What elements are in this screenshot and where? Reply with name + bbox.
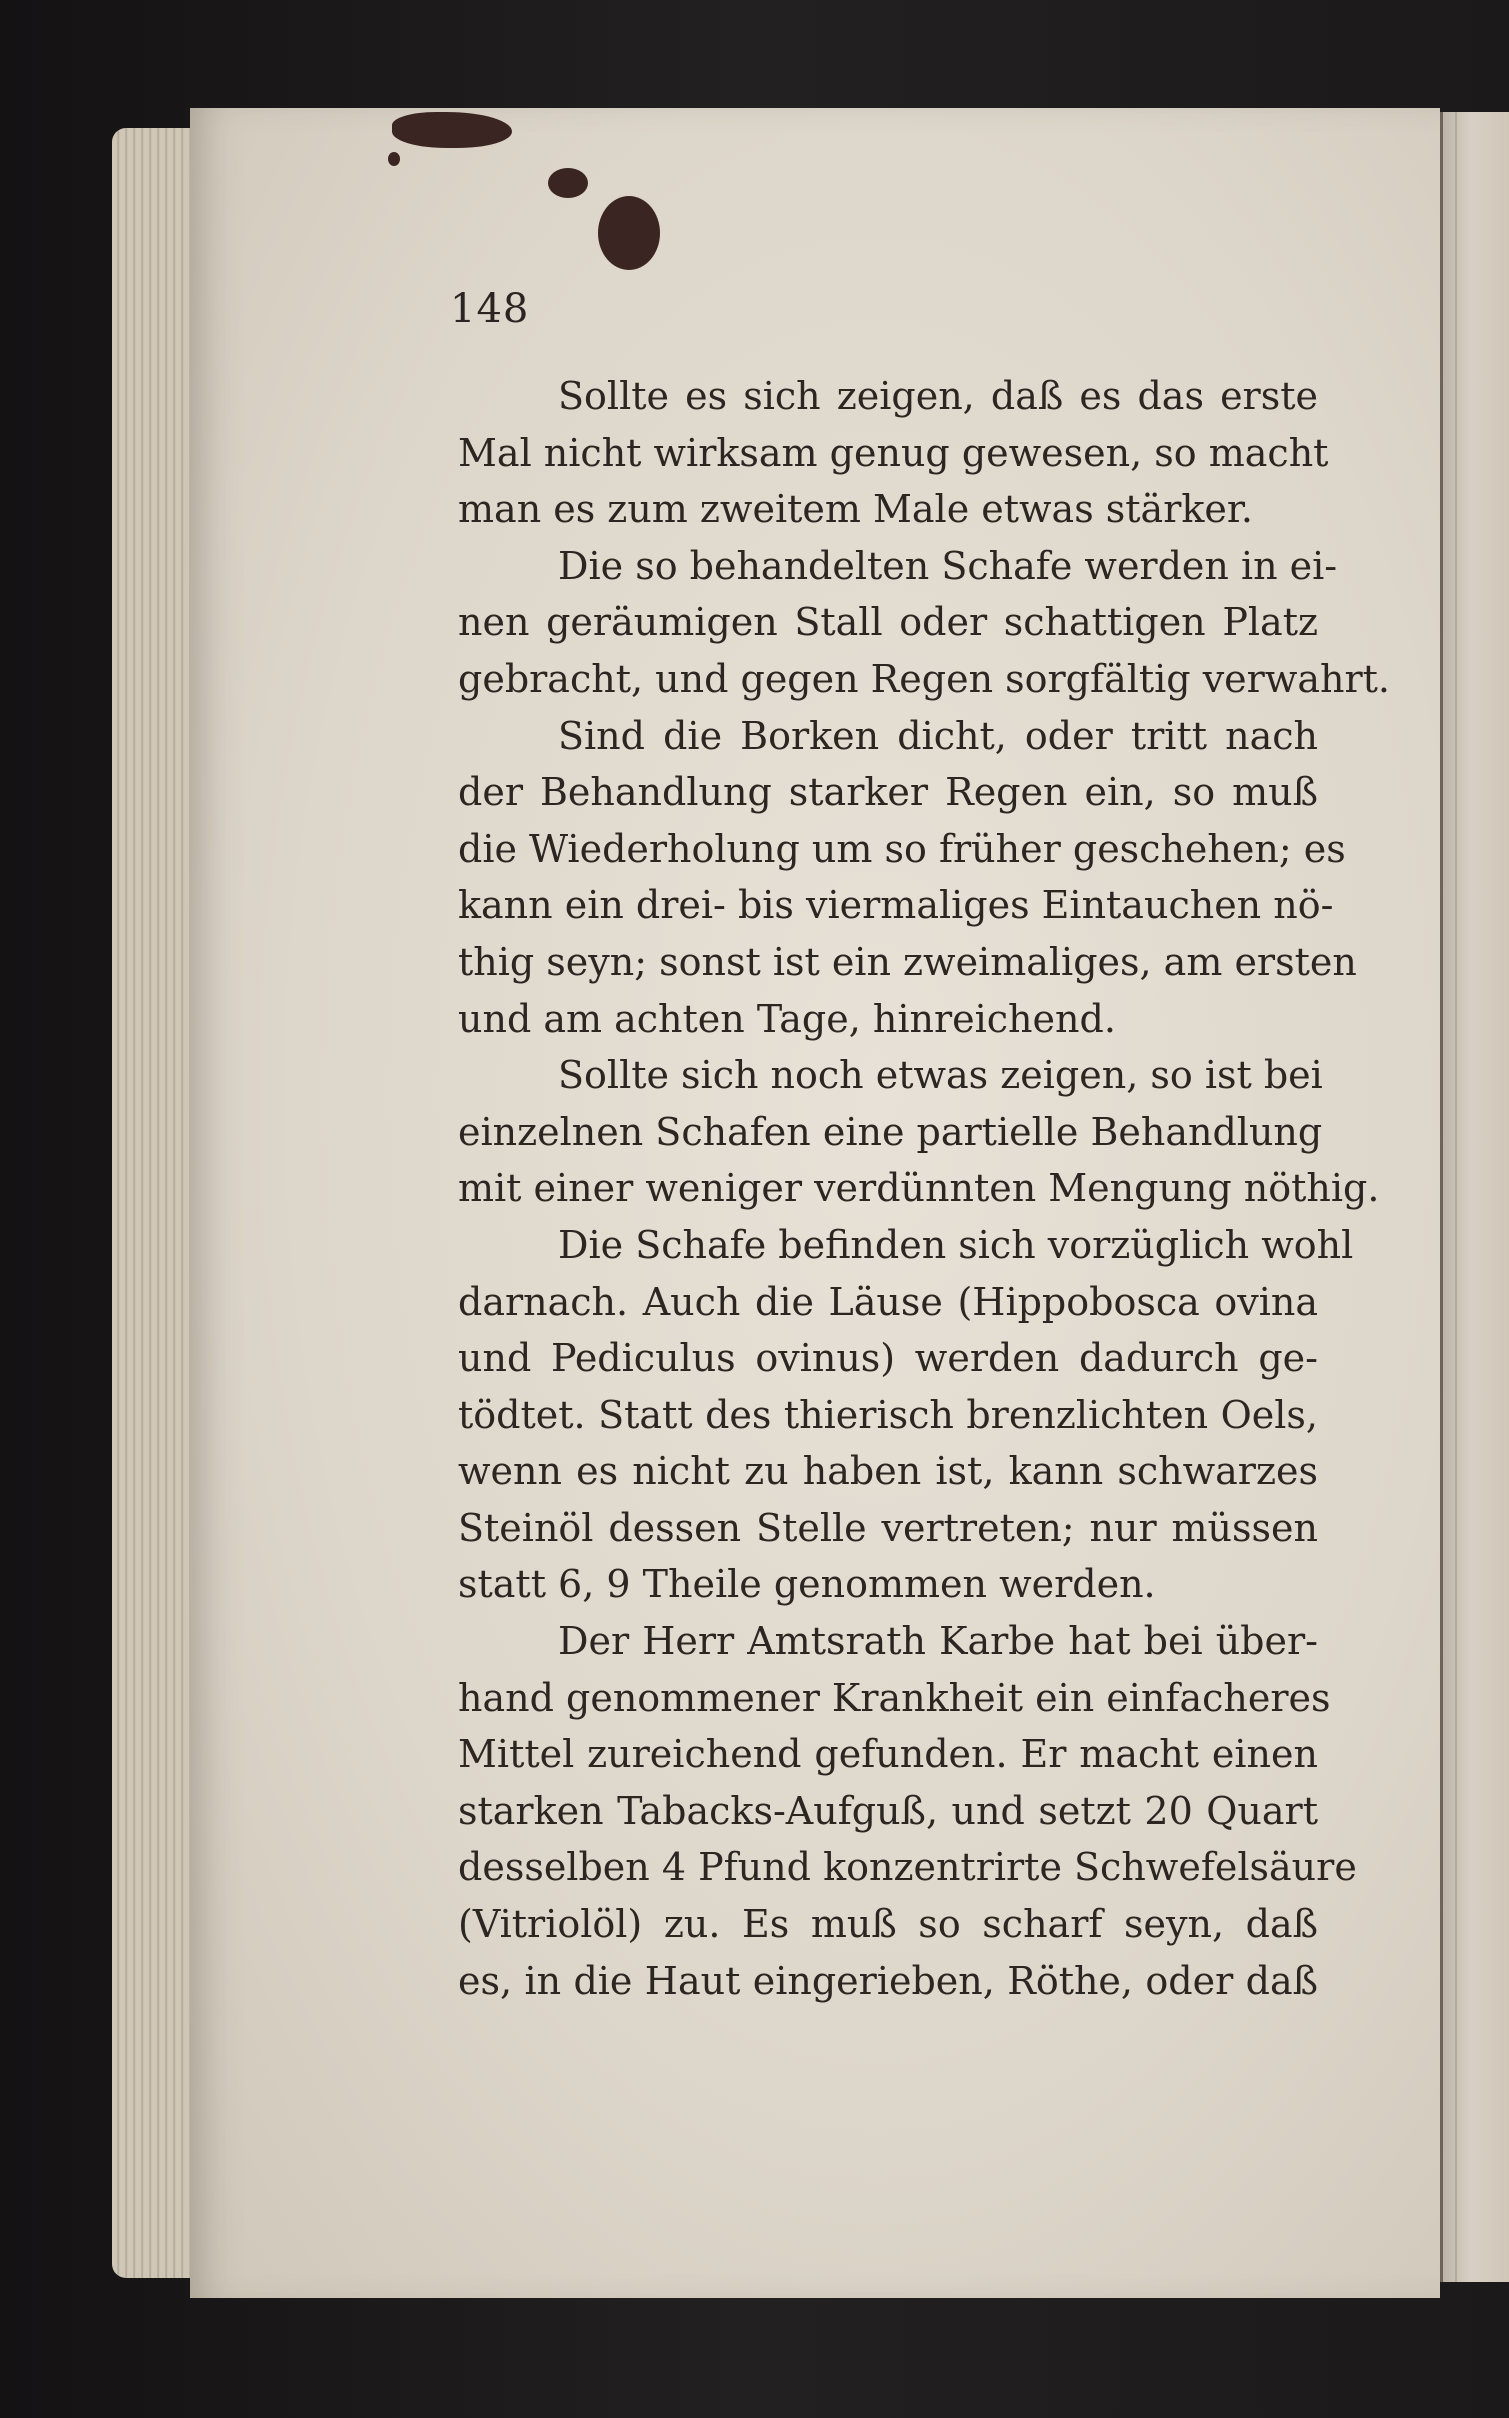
body-text (458, 368, 1391, 2009)
text-line: und Pediculus ovinus) werden dadurch ge- (458, 1336, 1318, 1381)
text-line: tödtet. Statt des thierisch brenzlichten Oels, (458, 1392, 1318, 1437)
text-line: Steinöl dessen Stelle vertreten; nur müssen (458, 1505, 1318, 1550)
text-line: (Vitriolöl) zu. Es muß so scharf seyn, daß (458, 1902, 1318, 1947)
text-line: statt 6, 9 Theile genommen werden. (458, 1562, 1156, 1607)
text-line: nen geräumigen Stall oder schattigen Platz (458, 600, 1318, 645)
text-line: Mal nicht wirksam genug gewesen, so macht (458, 430, 1329, 475)
facing-page-fold (1455, 112, 1457, 2282)
text-line: Sollte es sich zeigen, daß es das erste (558, 374, 1318, 418)
text-line: hand genommener Krankheit ein einfacheres (458, 1675, 1331, 1720)
text-line: die Wiederholung um so früher geschehen; es (458, 826, 1346, 871)
text-line: Sollte sich noch etwas zeigen, so ist bei (558, 1053, 1323, 1098)
text-line: Sind die Borken dicht, oder tritt nach (558, 713, 1318, 758)
ink-stain-3 (548, 168, 588, 198)
text-line: kann ein drei- bis viermaliges Eintauchen nö- (458, 883, 1334, 928)
text-line: der Behandlung starker Regen ein, so muß (458, 770, 1318, 815)
facing-page-edge (1440, 112, 1509, 2282)
text-line: wenn es nicht zu haben ist, kann schwarzes (458, 1449, 1318, 1494)
text-line: einzelnen Schafen eine partielle Behandlung (458, 1109, 1323, 1154)
text-line: man es zum zweitem Male etwas stärker. (458, 487, 1253, 532)
text-line: Die Schafe befinden sich vorzüglich wohl (558, 1222, 1354, 1267)
text-line: gebracht, und gegen Regen sorgfältig verwahrt. (458, 656, 1391, 701)
text-line: starken Tabacks-Aufguß, und setzt 20 Quart (458, 1788, 1318, 1833)
ink-stain-1 (392, 112, 512, 148)
text-line: Die so behandelten Schafe werden in ei- (558, 543, 1338, 588)
text-line: darnach. Auch die Läuse (Hippobosca ovina (458, 1279, 1318, 1324)
text-line: es, in die Haut eingerieben, Röthe, oder daß (458, 1958, 1318, 2003)
text-line: Der Herr Amtsrath Karbe hat bei über- (558, 1619, 1318, 1664)
text-line: mit einer weniger verdünnten Mengung nöthig. (458, 1166, 1380, 1211)
text-line: thig seyn; sonst ist ein zweimaliges, am ersten (458, 939, 1357, 984)
text-line: und am achten Tage, hinreichend. (458, 996, 1116, 1041)
ink-stain-2 (598, 196, 660, 270)
text-line: desselben 4 Pfund konzentrirte Schwefelsäure (458, 1845, 1357, 1890)
ink-stain-4 (388, 152, 400, 166)
text-line: Mittel zureichend gefunden. Er macht einen (458, 1732, 1318, 1777)
page-number: 148 (450, 286, 530, 332)
